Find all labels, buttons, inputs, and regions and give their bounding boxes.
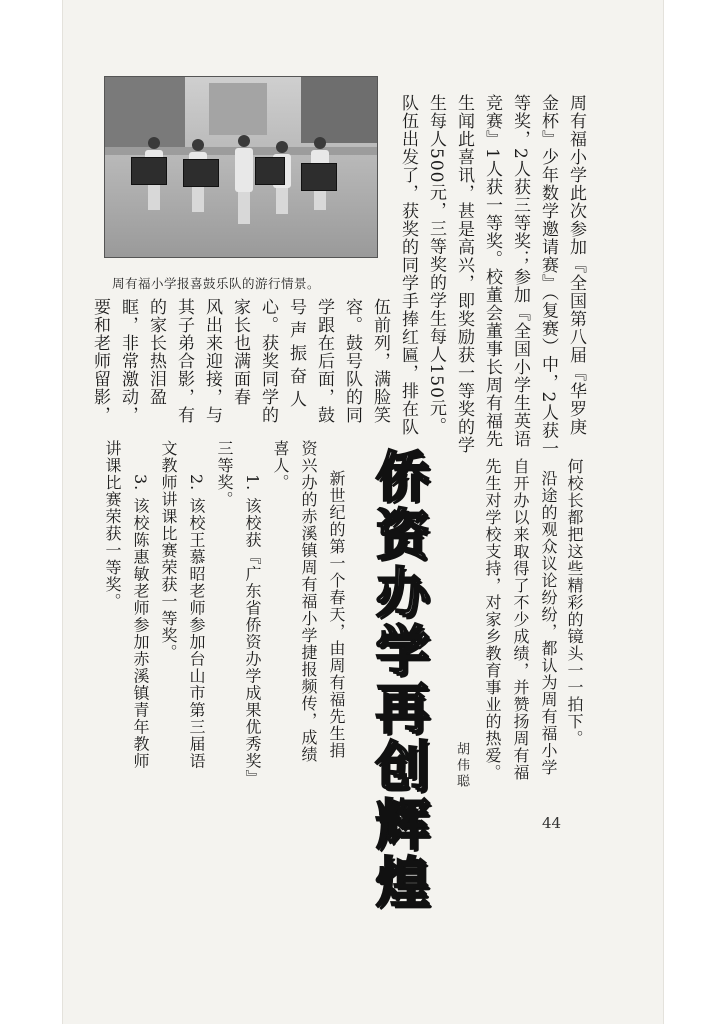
text-column: 金杯』少年数学邀请赛』（复赛）中，2人获一 [538,94,558,458]
text-column: 生闻此喜讯，甚是高兴，即奖励获一等奖的学 [454,94,474,454]
text-column: 自开办以来取得了不少成绩，并赞扬周有福 [511,458,530,781]
text-column: 1. 该校获『广东省侨资办学成果优秀奖』 [243,474,262,787]
text-column: 竞赛』1人获一等奖。校董会董事长周有福先 [482,94,502,448]
text-column: 文教师讲课比赛荣获一等奖。 [159,440,178,661]
parade-photo [104,76,378,258]
text-column: 喜人。 [271,440,290,491]
text-column: 风出来迎接，与 [202,298,222,424]
text-column: 讲课比赛荣获一等奖。 [103,440,122,610]
text-column: 先生对学校支持，对家乡教育事业的热爱。 [483,458,502,781]
photo-caption: 周有福小学报喜鼓乐队的游行情景。 [112,276,321,291]
text-column: 三等奖。 [215,440,234,508]
page-number: 44 [542,814,562,832]
text-column: 其子弟合影，有 [174,298,194,424]
text-column: 沿途的观众议论纷纷，都认为周有福小学 [539,470,558,776]
text-column: 容。鼓号队的同 [342,298,362,424]
text-column: 新世纪的第一个春天，由周有福先生捐 [327,470,346,759]
text-column: 心。获奖同学的 [258,298,278,424]
text-column: 队伍出发了，获奖的同学手捧红匾，排在队 [398,94,418,436]
text-column: 资兴办的赤溪镇周有福小学捷报频传，成绩 [299,440,318,763]
author-name: 胡伟聪 [454,742,469,790]
article-title: 侨资办学再创辉煌 [367,448,430,912]
text-column: 何校长都把这些精彩的镜头一一拍下。 [565,458,584,747]
text-column: 3. 该校陈惠敏老师参加赤溪镇青年教师 [131,474,150,770]
text-column: 学跟在后面，鼓 [314,298,334,424]
text-column: 家长也满面春 [230,298,250,406]
text-column: 的家长热泪盈 [146,298,166,406]
text-column: 眶，非常激动， [118,298,138,424]
text-column: 等奖，2人获三等奖；参加『全国小学生英语 [510,94,530,448]
text-column: 2. 该校王慕昭老师参加台山市第三届语 [187,474,206,770]
text-column: 号声振奋人 [286,298,306,413]
text-column: 周有福小学此次参加『全国第八届『华罗庚 [566,94,586,436]
text-column: 生每人500元，三等奖的学生每人150元。 [426,94,446,435]
text-column: 要和老师留影， [90,298,110,424]
text-column: 伍前列，满脸笑 [370,298,390,424]
